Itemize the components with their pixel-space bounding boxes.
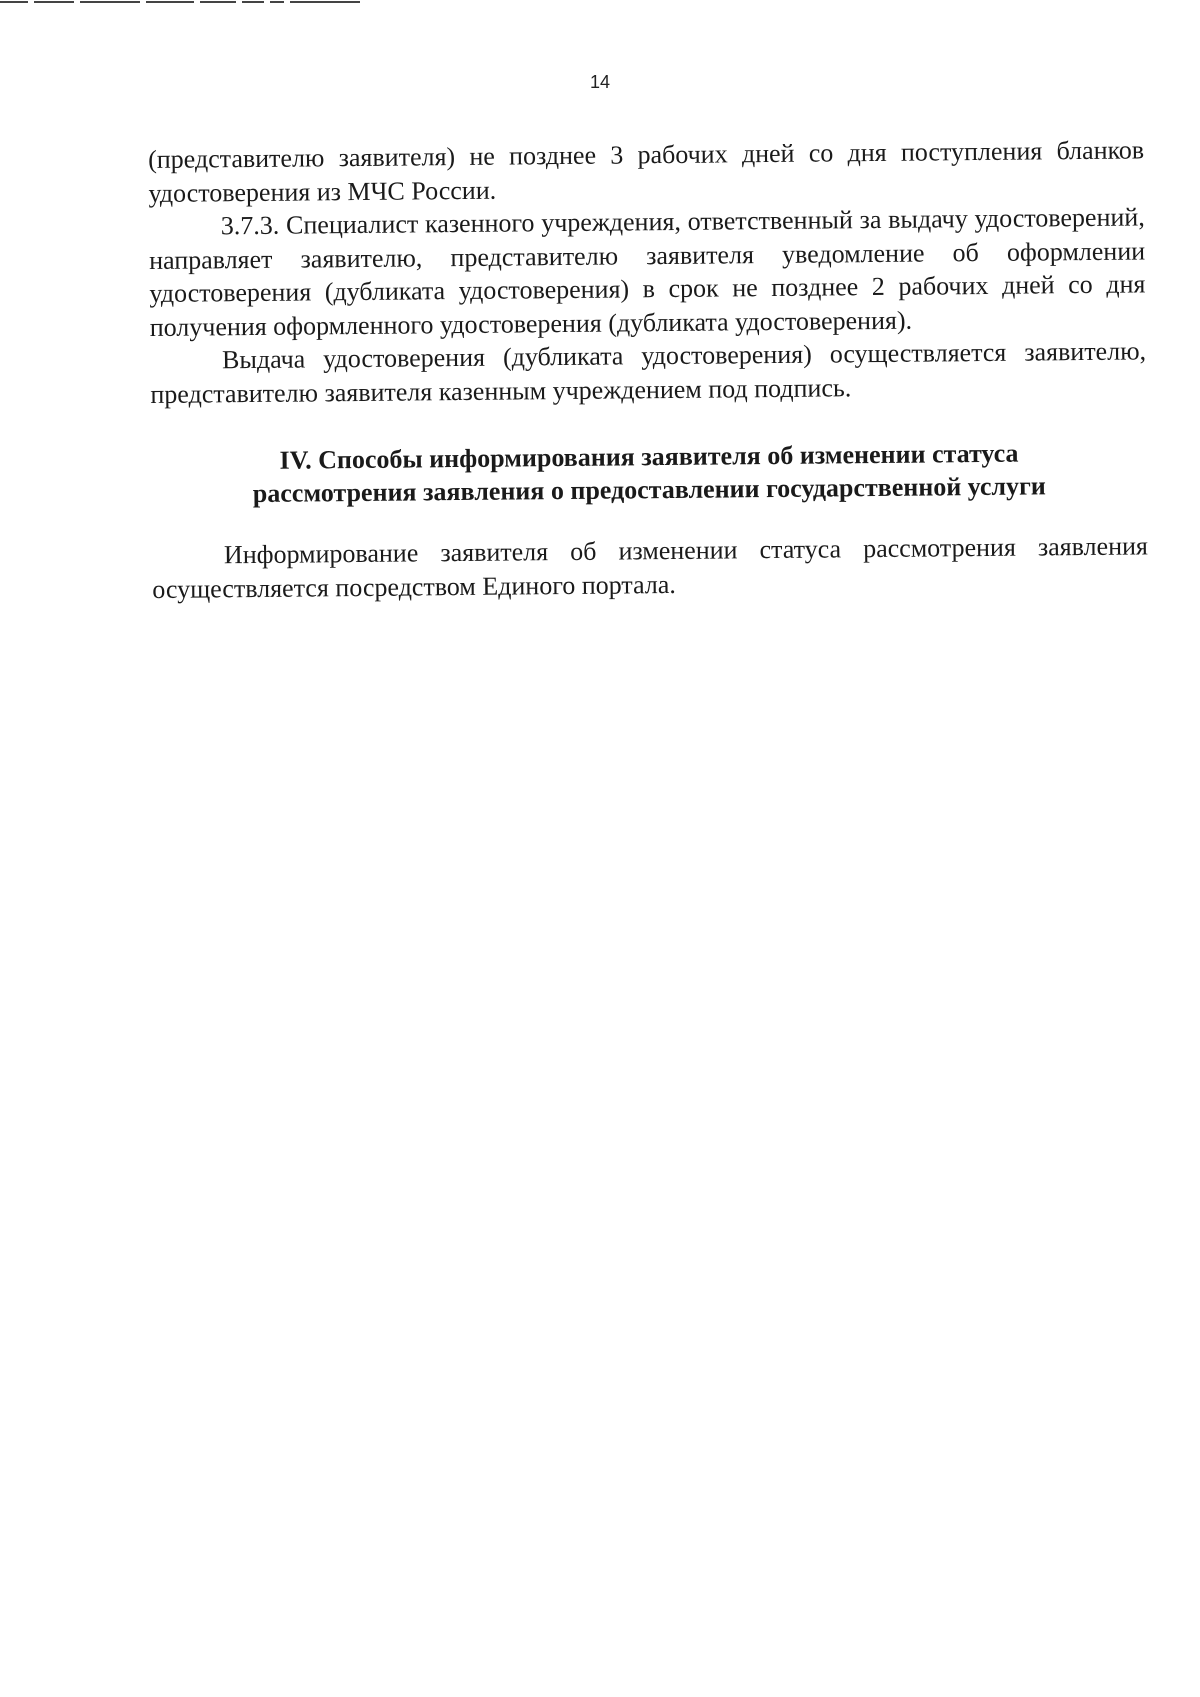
paragraph-continuation: (представителю заявителя) не позднее 3 рабочих дней со дня поступления бланков удостоверения из МЧС России. [148,135,1145,208]
scan-mark [270,1,284,3]
scan-mark [242,1,264,3]
scan-mark [146,1,194,3]
section-body-paragraph: Информирование заявителя об изменении статуса рассмотрения заявления осуществляется посредством Единого портала. [152,531,1149,604]
scan-mark [0,1,28,3]
document-body [148,133,1148,606]
section-heading-line-2: рассмотрения заявления о предоставлении государственной услуги [252,471,1046,509]
scan-mark [290,1,360,3]
paragraph-issuance: Выдача удостоверения (дубликата удостоверения) осуществляется заявителю, представителю заявителя казенным учреждением под подпись. [150,336,1147,409]
scan-edge-artifact [0,0,370,4]
paragraph-3-7-3: 3.7.3. Специалист казенного учреждения, ответственный за выдачу удостоверений, направляет заявителю, представителю заявителя уведомление об оформлении удостоверения (дубликата удостоверения) в срок не позднее 2 рабочих дней со дня получения оформленного удостоверения (дубликата удостоверения). [148,202,1146,342]
scan-mark [80,1,140,3]
page-number: 14 [589,72,611,92]
section-heading-line-1: IV. Способы информирования заявителя об изменении статуса [279,438,1019,475]
section-heading [151,435,1148,511]
scan-mark [200,1,236,3]
scan-mark [34,1,74,3]
